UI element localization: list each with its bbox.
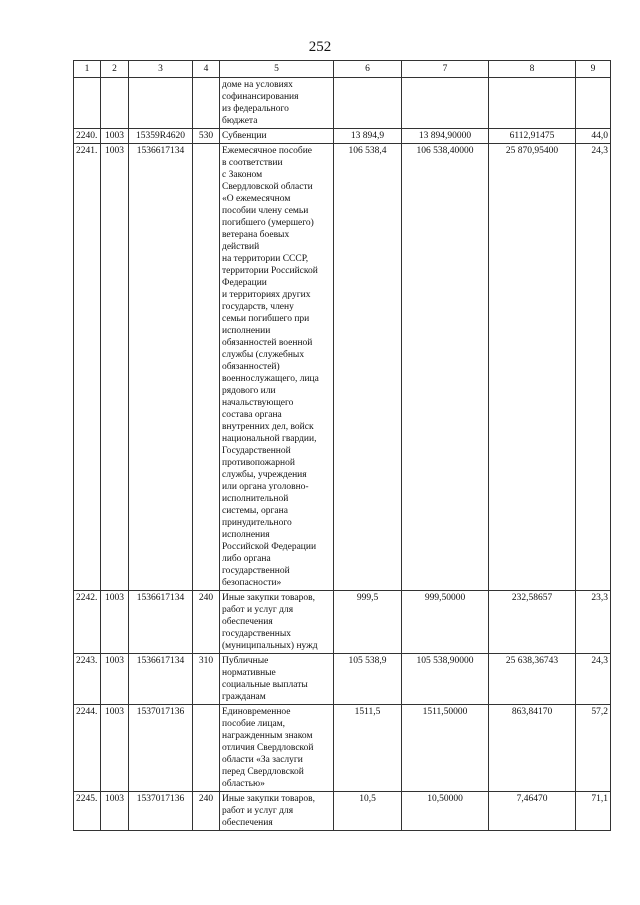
executed-amount: 7,46470 [489, 792, 576, 831]
item-name: Единовременное пособие лицам, награжденным знаком отличия Свердловской области «За заслуги перед Свердловской областью» [220, 705, 334, 792]
col-header-8: 8 [489, 61, 576, 78]
planned-amount: 105 538,9 [334, 654, 402, 705]
item-name: доме на условиях софинансирования из федерального бюджета [220, 78, 334, 129]
approved-amount [402, 78, 489, 129]
approved-amount: 999,50000 [402, 591, 489, 654]
row-number: 2240. [74, 129, 101, 144]
table-row [74, 144, 611, 591]
section-code: 1003 [101, 144, 129, 591]
executed-amount: 6112,91475 [489, 129, 576, 144]
section-code: 1003 [101, 591, 129, 654]
row-number: 2241. [74, 144, 101, 591]
executed-amount: 232,58657 [489, 591, 576, 654]
execution-percent: 23,3 [576, 591, 611, 654]
table-row [74, 129, 611, 144]
table-row [74, 78, 611, 129]
target-article [129, 78, 193, 129]
executed-amount [489, 78, 576, 129]
col-header-2: 2 [101, 61, 129, 78]
execution-percent: 71,1 [576, 792, 611, 831]
target-article: 1536617134 [129, 591, 193, 654]
planned-amount: 999,5 [334, 591, 402, 654]
target-article: 1536617134 [129, 654, 193, 705]
expense-type [193, 78, 220, 129]
approved-amount: 10,50000 [402, 792, 489, 831]
row-number: 2243. [74, 654, 101, 705]
target-article: 1536617134 [129, 144, 193, 591]
approved-amount: 13 894,90000 [402, 129, 489, 144]
section-code: 1003 [101, 792, 129, 831]
col-header-6: 6 [334, 61, 402, 78]
planned-amount: 10,5 [334, 792, 402, 831]
row-number: 2242. [74, 591, 101, 654]
approved-amount: 106 538,40000 [402, 144, 489, 591]
item-name: Публичные нормативные социальные выплаты гражданам [220, 654, 334, 705]
section-code: 1003 [101, 705, 129, 792]
item-name: Иные закупки товаров, работ и услуг для обеспечения [220, 792, 334, 831]
planned-amount: 1511,5 [334, 705, 402, 792]
item-name: Субвенции [220, 129, 334, 144]
executed-amount: 863,84170 [489, 705, 576, 792]
row-number [74, 78, 101, 129]
col-header-1: 1 [74, 61, 101, 78]
row-number: 2244. [74, 705, 101, 792]
target-article: 15359R4620 [129, 129, 193, 144]
row-number: 2245. [74, 792, 101, 831]
target-article: 1537017136 [129, 792, 193, 831]
executed-amount: 25 638,36743 [489, 654, 576, 705]
execution-percent: 24,3 [576, 654, 611, 705]
planned-amount [334, 78, 402, 129]
expense-type: 530 [193, 129, 220, 144]
table-row [74, 705, 611, 792]
execution-percent: 57,2 [576, 705, 611, 792]
expense-type [193, 705, 220, 792]
item-name: Иные закупки товаров, работ и услуг для обеспечения государственных (муниципальных) нужд [220, 591, 334, 654]
item-name: Ежемесячное пособие в соответствии с Законом Свердловской области «О ежемесячном пособии члену семьи погибшего (умершего) ветерана боевых действий на территории СССР, территории Российской Федерации и территориях других государств, члену семьи погибшего при исполнении обязанностей военной службы (служебных обязанностей) военнослужащего, лица рядового или начальствующего состава органа внутренних дел, войск национальной гвардии, Государственной противопожарной службы, учреждения или органа уголовно- исполнительной системы, органа принудительного исполнения Российской Федерации либо органа государственной безопасности» [220, 144, 334, 591]
col-header-7: 7 [402, 61, 489, 78]
approved-amount: 1511,50000 [402, 705, 489, 792]
expense-type [193, 144, 220, 591]
col-header-5: 5 [220, 61, 334, 78]
table-row [74, 591, 611, 654]
page-number: 252 [308, 39, 332, 55]
approved-amount: 105 538,90000 [402, 654, 489, 705]
expense-type: 240 [193, 792, 220, 831]
table-row [74, 792, 611, 831]
budget-table [73, 60, 611, 831]
target-article: 1537017136 [129, 705, 193, 792]
section-code [101, 78, 129, 129]
section-code: 1003 [101, 654, 129, 705]
col-header-9: 9 [576, 61, 611, 78]
table-row [74, 654, 611, 705]
execution-percent: 24,3 [576, 144, 611, 591]
col-header-4: 4 [193, 61, 220, 78]
planned-amount: 106 538,4 [334, 144, 402, 591]
executed-amount: 25 870,95400 [489, 144, 576, 591]
header-row [74, 61, 611, 78]
expense-type: 240 [193, 591, 220, 654]
section-code: 1003 [101, 129, 129, 144]
col-header-3: 3 [129, 61, 193, 78]
execution-percent [576, 78, 611, 129]
execution-percent: 44,0 [576, 129, 611, 144]
planned-amount: 13 894,9 [334, 129, 402, 144]
expense-type: 310 [193, 654, 220, 705]
